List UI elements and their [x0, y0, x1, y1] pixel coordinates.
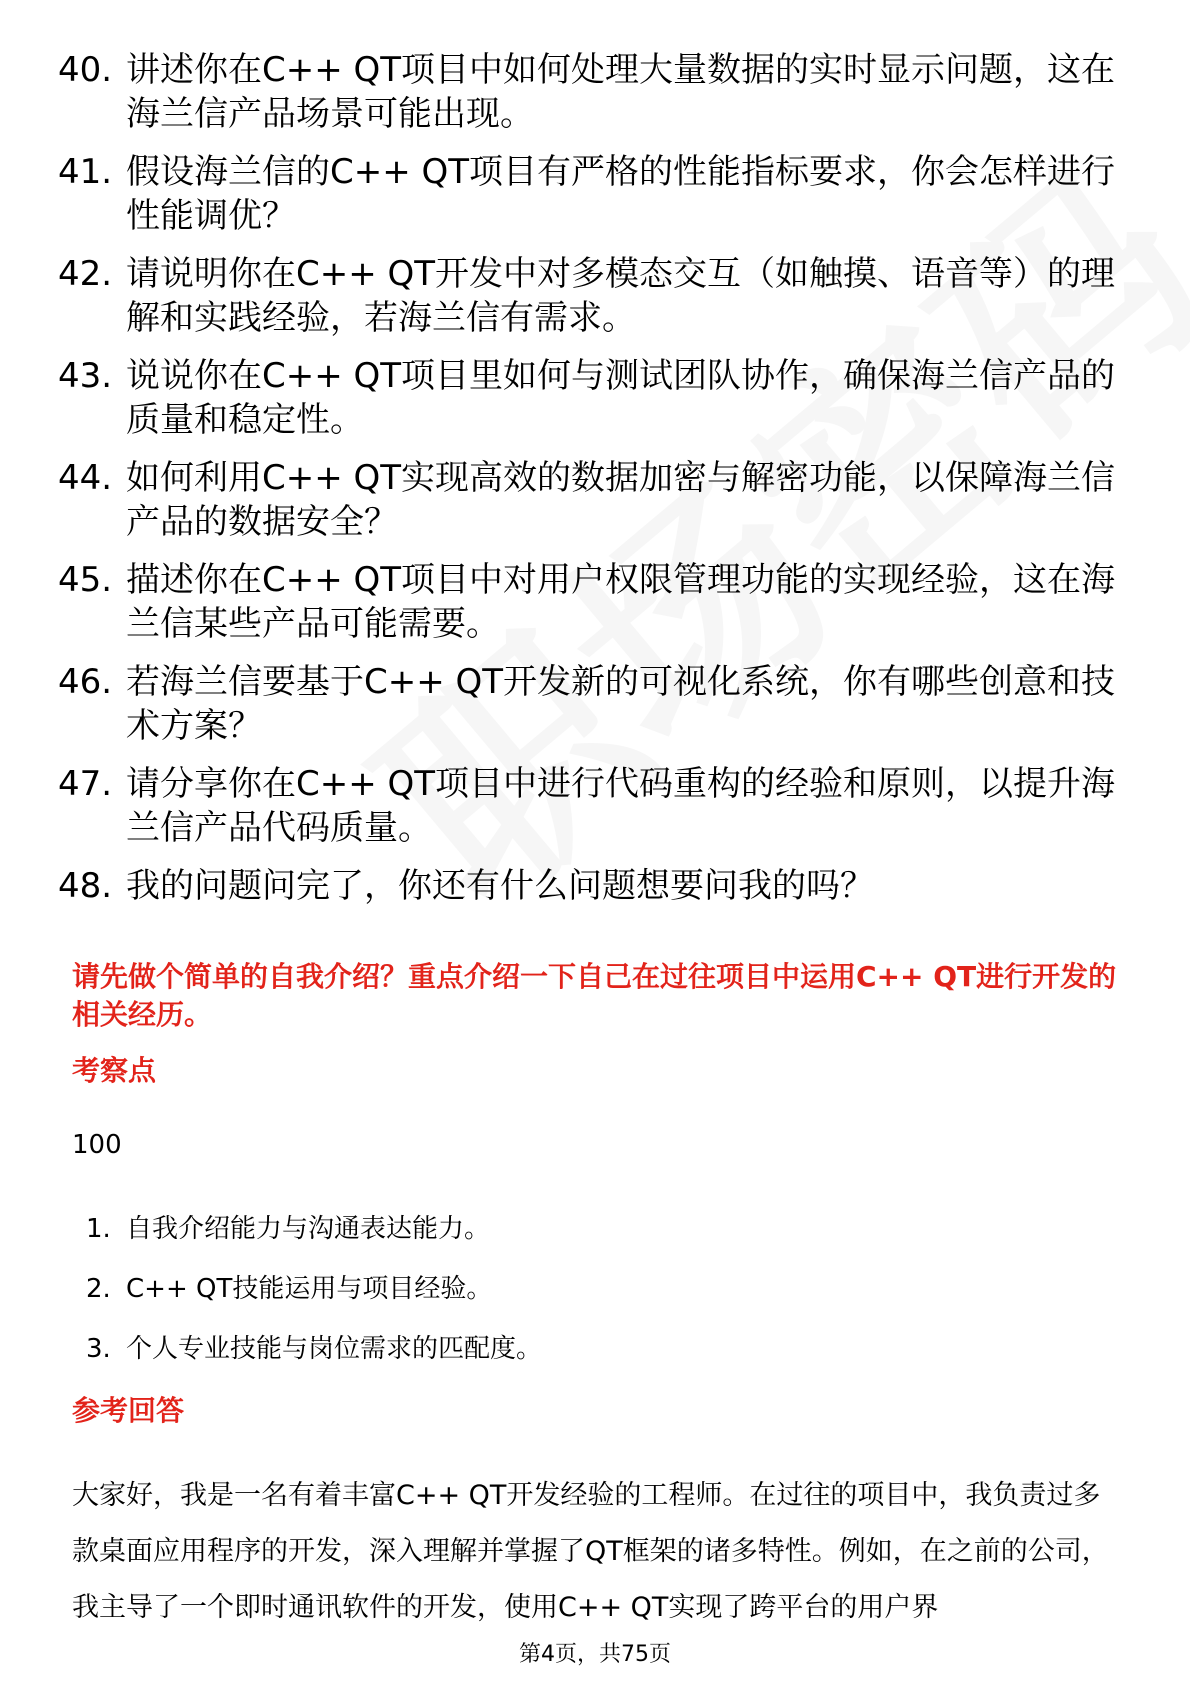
question-number: 48.: [58, 866, 113, 906]
question-text: 请分享你在C++ QT项目中进行代码重构的经验和原则，以提升海兰信产品代码质量。: [126, 764, 1116, 848]
question-text: 请说明你在C++ QT开发中对多模态交互（如触摸、语音等）的理解和实践经验，若海兰信有需求。: [126, 254, 1116, 338]
score-value: 100: [72, 1130, 122, 1160]
featured-question-heading: 请先做个简单的自我介绍？重点介绍一下自己在过往项目中运用C++ QT进行开发的相关经历。: [72, 960, 1117, 1031]
question-number: 47.: [58, 764, 113, 804]
question-item: [58, 456, 1138, 544]
question-number: 46.: [58, 662, 113, 702]
question-text: 我的问题问完了，你还有什么问题想要问我的吗？: [126, 866, 874, 906]
question-number: 42.: [58, 254, 113, 294]
question-item: [58, 354, 1138, 442]
question-number: 45.: [58, 560, 113, 600]
question-text: 说说你在C++ QT项目里如何与测试团队协作，确保海兰信产品的质量和稳定性。: [126, 356, 1116, 440]
reference-answer-heading: 参考回答: [72, 1394, 185, 1427]
question-list: [58, 48, 1138, 922]
question-text: 描述你在C++ QT项目中对用户权限管理功能的实现经验，这在海兰信某些产品可能需要。: [126, 560, 1116, 644]
point-text: C++ QT技能运用与项目经验。: [126, 1274, 493, 1304]
assessment-point: [86, 1332, 542, 1366]
question-item: [58, 660, 1138, 748]
question-text: 如何利用C++ QT实现高效的数据加密与解密功能，以保障海兰信产品的数据安全？: [126, 458, 1116, 542]
question-number: 44.: [58, 458, 113, 498]
question-item: [58, 48, 1138, 136]
question-item: [58, 252, 1138, 340]
page-footer: 第4页，共75页: [519, 1642, 671, 1667]
question-number: 40.: [58, 50, 113, 90]
question-item: [58, 150, 1138, 238]
question-item: [58, 762, 1138, 850]
question-text: 若海兰信要基于C++ QT开发新的可视化系统，你有哪些创意和技术方案？: [126, 662, 1116, 746]
point-number: 1.: [86, 1214, 111, 1244]
point-number: 2.: [86, 1274, 111, 1304]
assessment-points-list: [86, 1212, 542, 1392]
question-item: [58, 864, 1138, 908]
question-item: [58, 558, 1138, 646]
point-text: 自我介绍能力与沟通表达能力。: [126, 1214, 491, 1244]
assessment-heading: 考察点: [72, 1054, 157, 1087]
reference-answer-text: 大家好，我是一名有着丰富C++ QT开发经验的工程师。在过往的项目中，我负责过多款桌面应用程序的开发，深入理解并掌握了QT框架的诸多特性。例如，在之前的公司，我主导了一个即时通讯软件的开发，使用C++ QT实现了跨平台的用户界: [72, 1480, 1109, 1623]
point-number: 3.: [86, 1334, 111, 1364]
question-number: 41.: [58, 152, 113, 192]
assessment-point: [86, 1212, 542, 1246]
assessment-point: [86, 1272, 542, 1306]
question-number: 43.: [58, 356, 113, 396]
point-text: 个人专业技能与岗位需求的匹配度。: [126, 1334, 543, 1364]
question-text: 讲述你在C++ QT项目中如何处理大量数据的实时显示问题，这在海兰信产品场景可能出现。: [126, 50, 1116, 134]
question-text: 假设海兰信的C++ QT项目有严格的性能指标要求，你会怎样进行性能调优？: [126, 152, 1116, 236]
